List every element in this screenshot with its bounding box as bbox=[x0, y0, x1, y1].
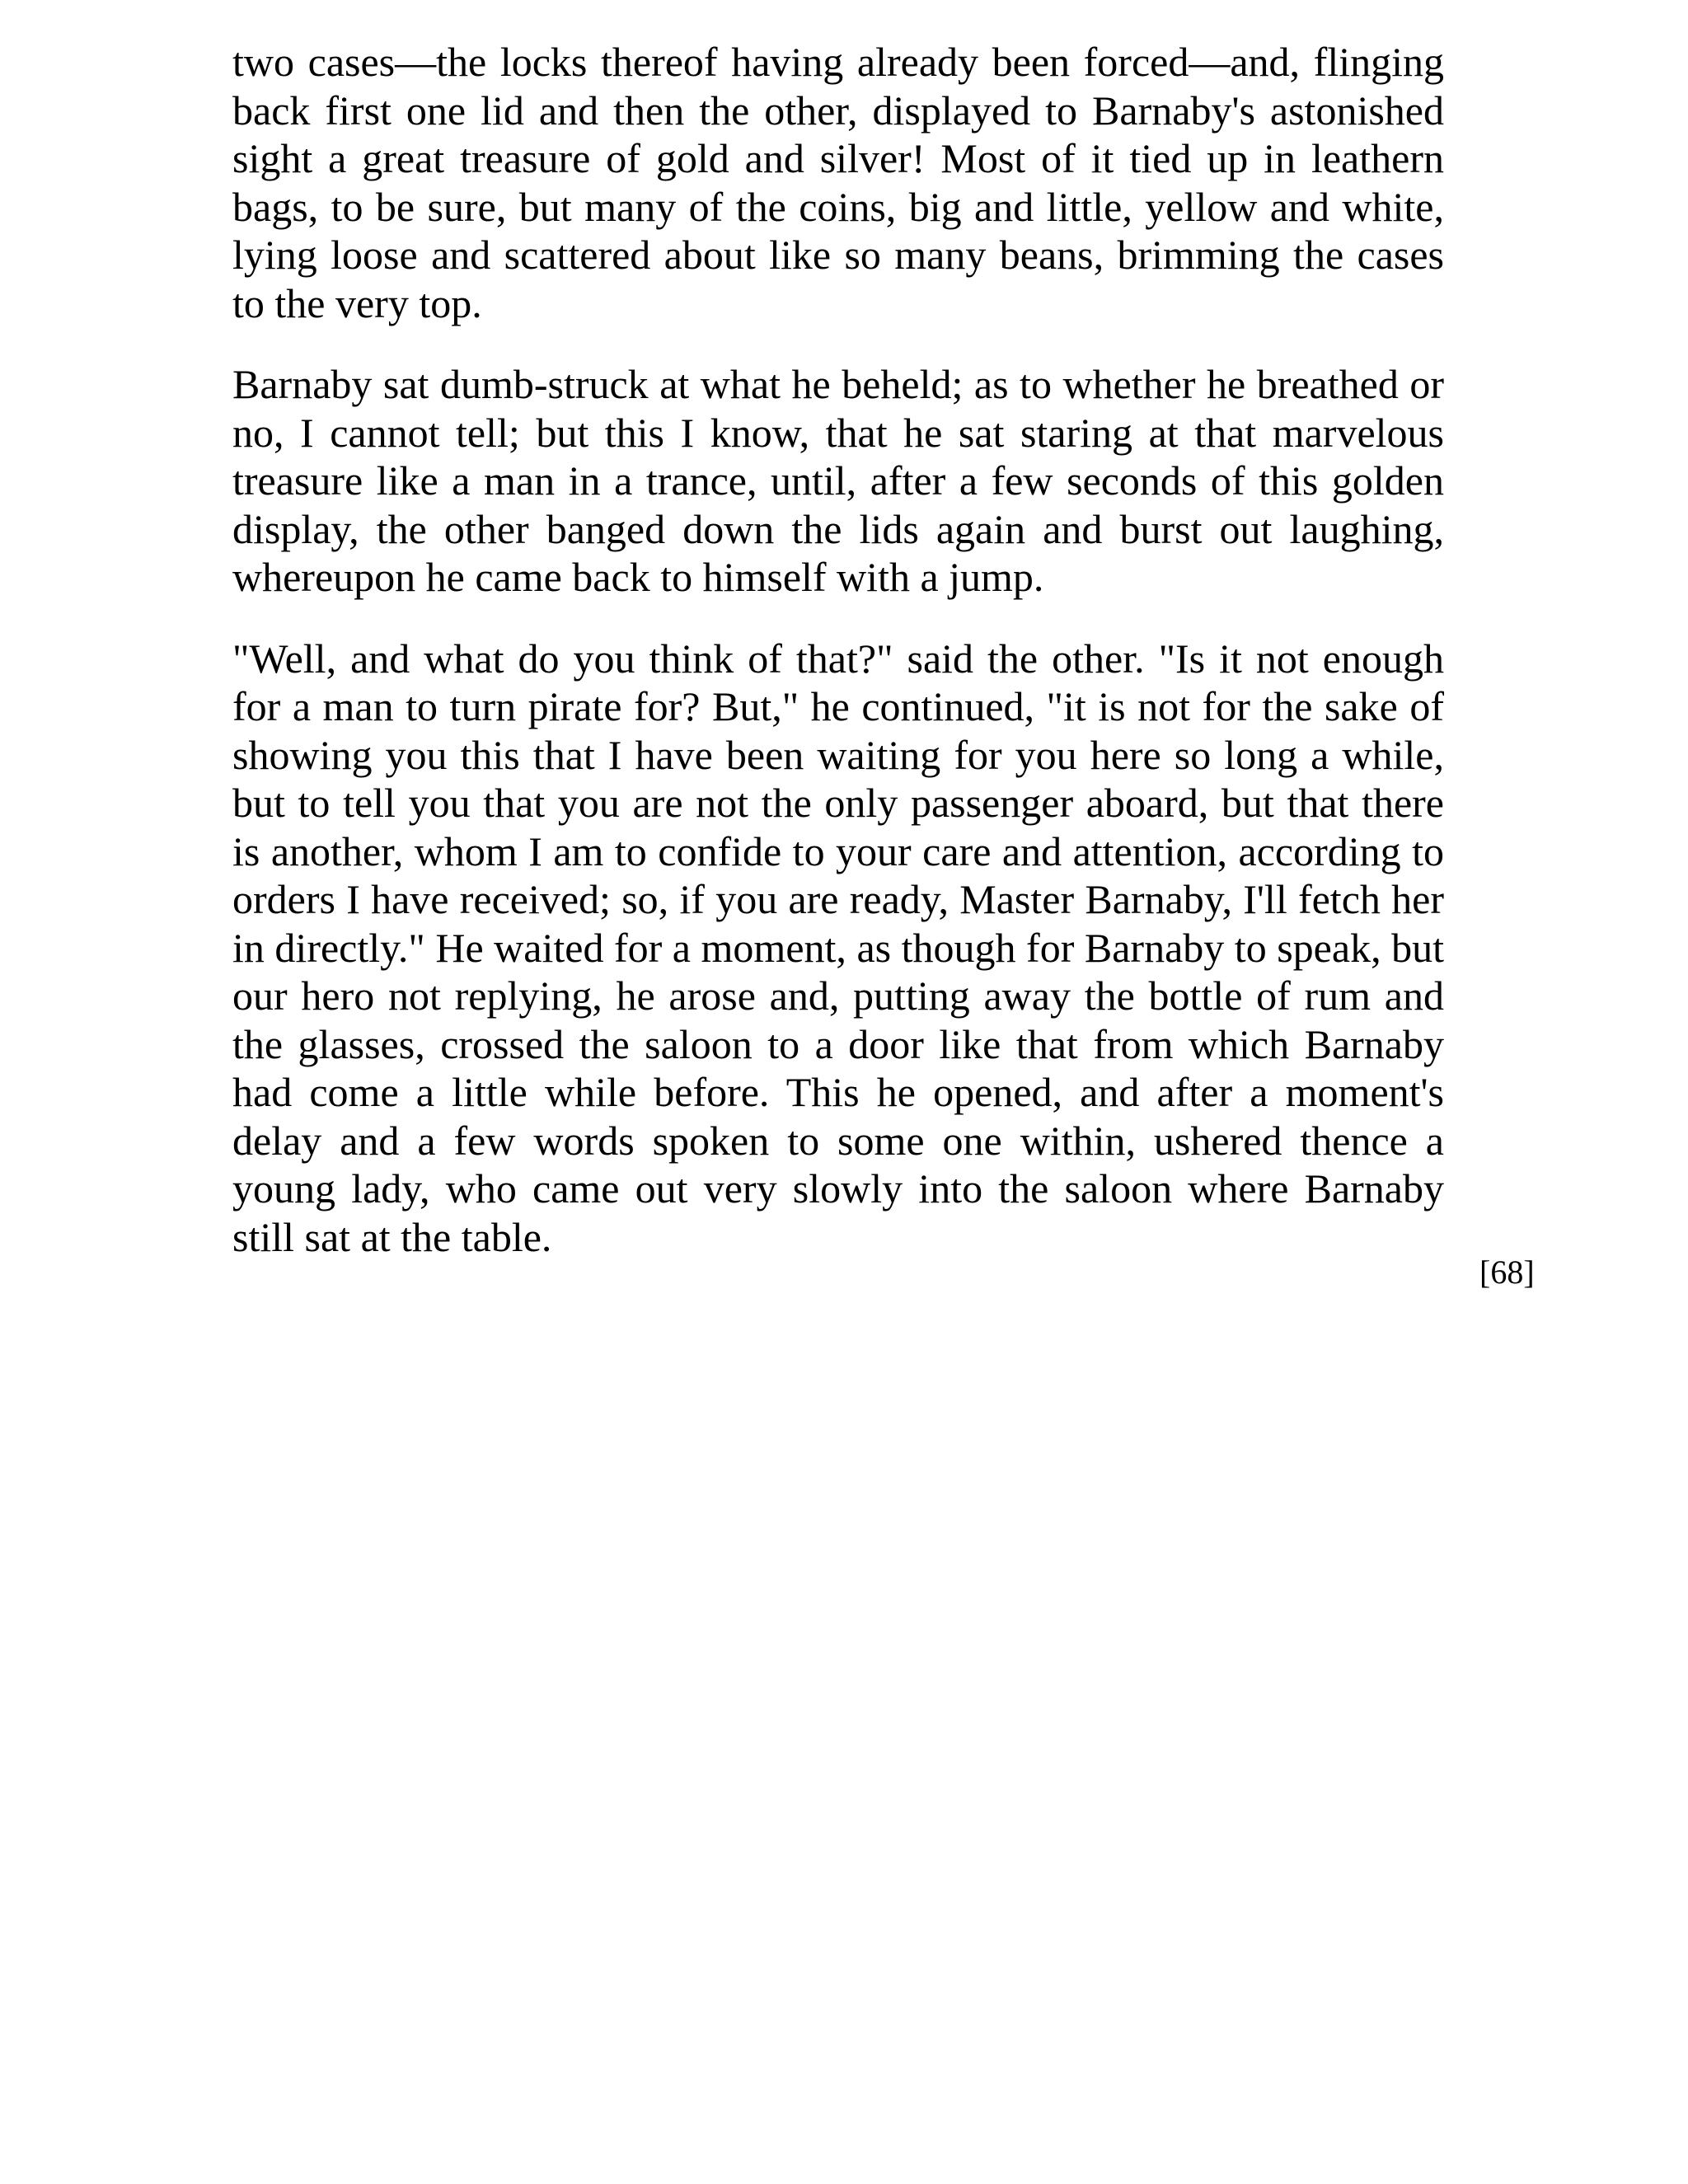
page-body bbox=[232, 38, 1444, 1294]
paragraph-2: Barnaby sat dumb-struck at what he beheld; as to whether he breathed or no, I cannot tell; but this I know, that he sat staring at that marvelous treasure like a man in a trance, until, after a few seconds of this golden display, the other banged down the lids again and burst out laughing, whereupon he came back to himself with a jump. bbox=[232, 361, 1444, 600]
paragraph-3: "Well, and what do you think of that?" said the other. "Is it not enough for a man to turn pirate for? But," he continued, "it is not for the sake of showing you this that I have been waiting for you here so long a while, but to tell you that you are not the only passenger aboard, but that there is another, whom I am to confide to your care and attention, according to orders I have received; so, if you are ready, Master Barnaby, I'll fetch her in directly." He waited for a moment, as though for Barnaby to speak, but our hero not replying, he arose and, putting away the bottle of rum and the glasses, crossed the saloon to a door like that from which Barnaby had come a little while before. This he opened, and after a moment's delay and a few words spoken to some one within, ushered thence a young lady, who came out very slowly into the saloon where Barnaby still sat at the table. bbox=[232, 635, 1444, 1260]
page-number: [68] bbox=[1479, 1254, 1535, 1291]
paragraph-1: two cases—the locks thereof having already been forced—and, flinging back first one lid and then the other, displayed to Barnaby's astonished sight a great treasure of gold and silver! Most of it tied up in leathern bags, to be sure, but many of the coins, big and little, yellow and white, lying loose and scattered about like so many beans, brimming the cases to the very top. bbox=[232, 39, 1444, 326]
